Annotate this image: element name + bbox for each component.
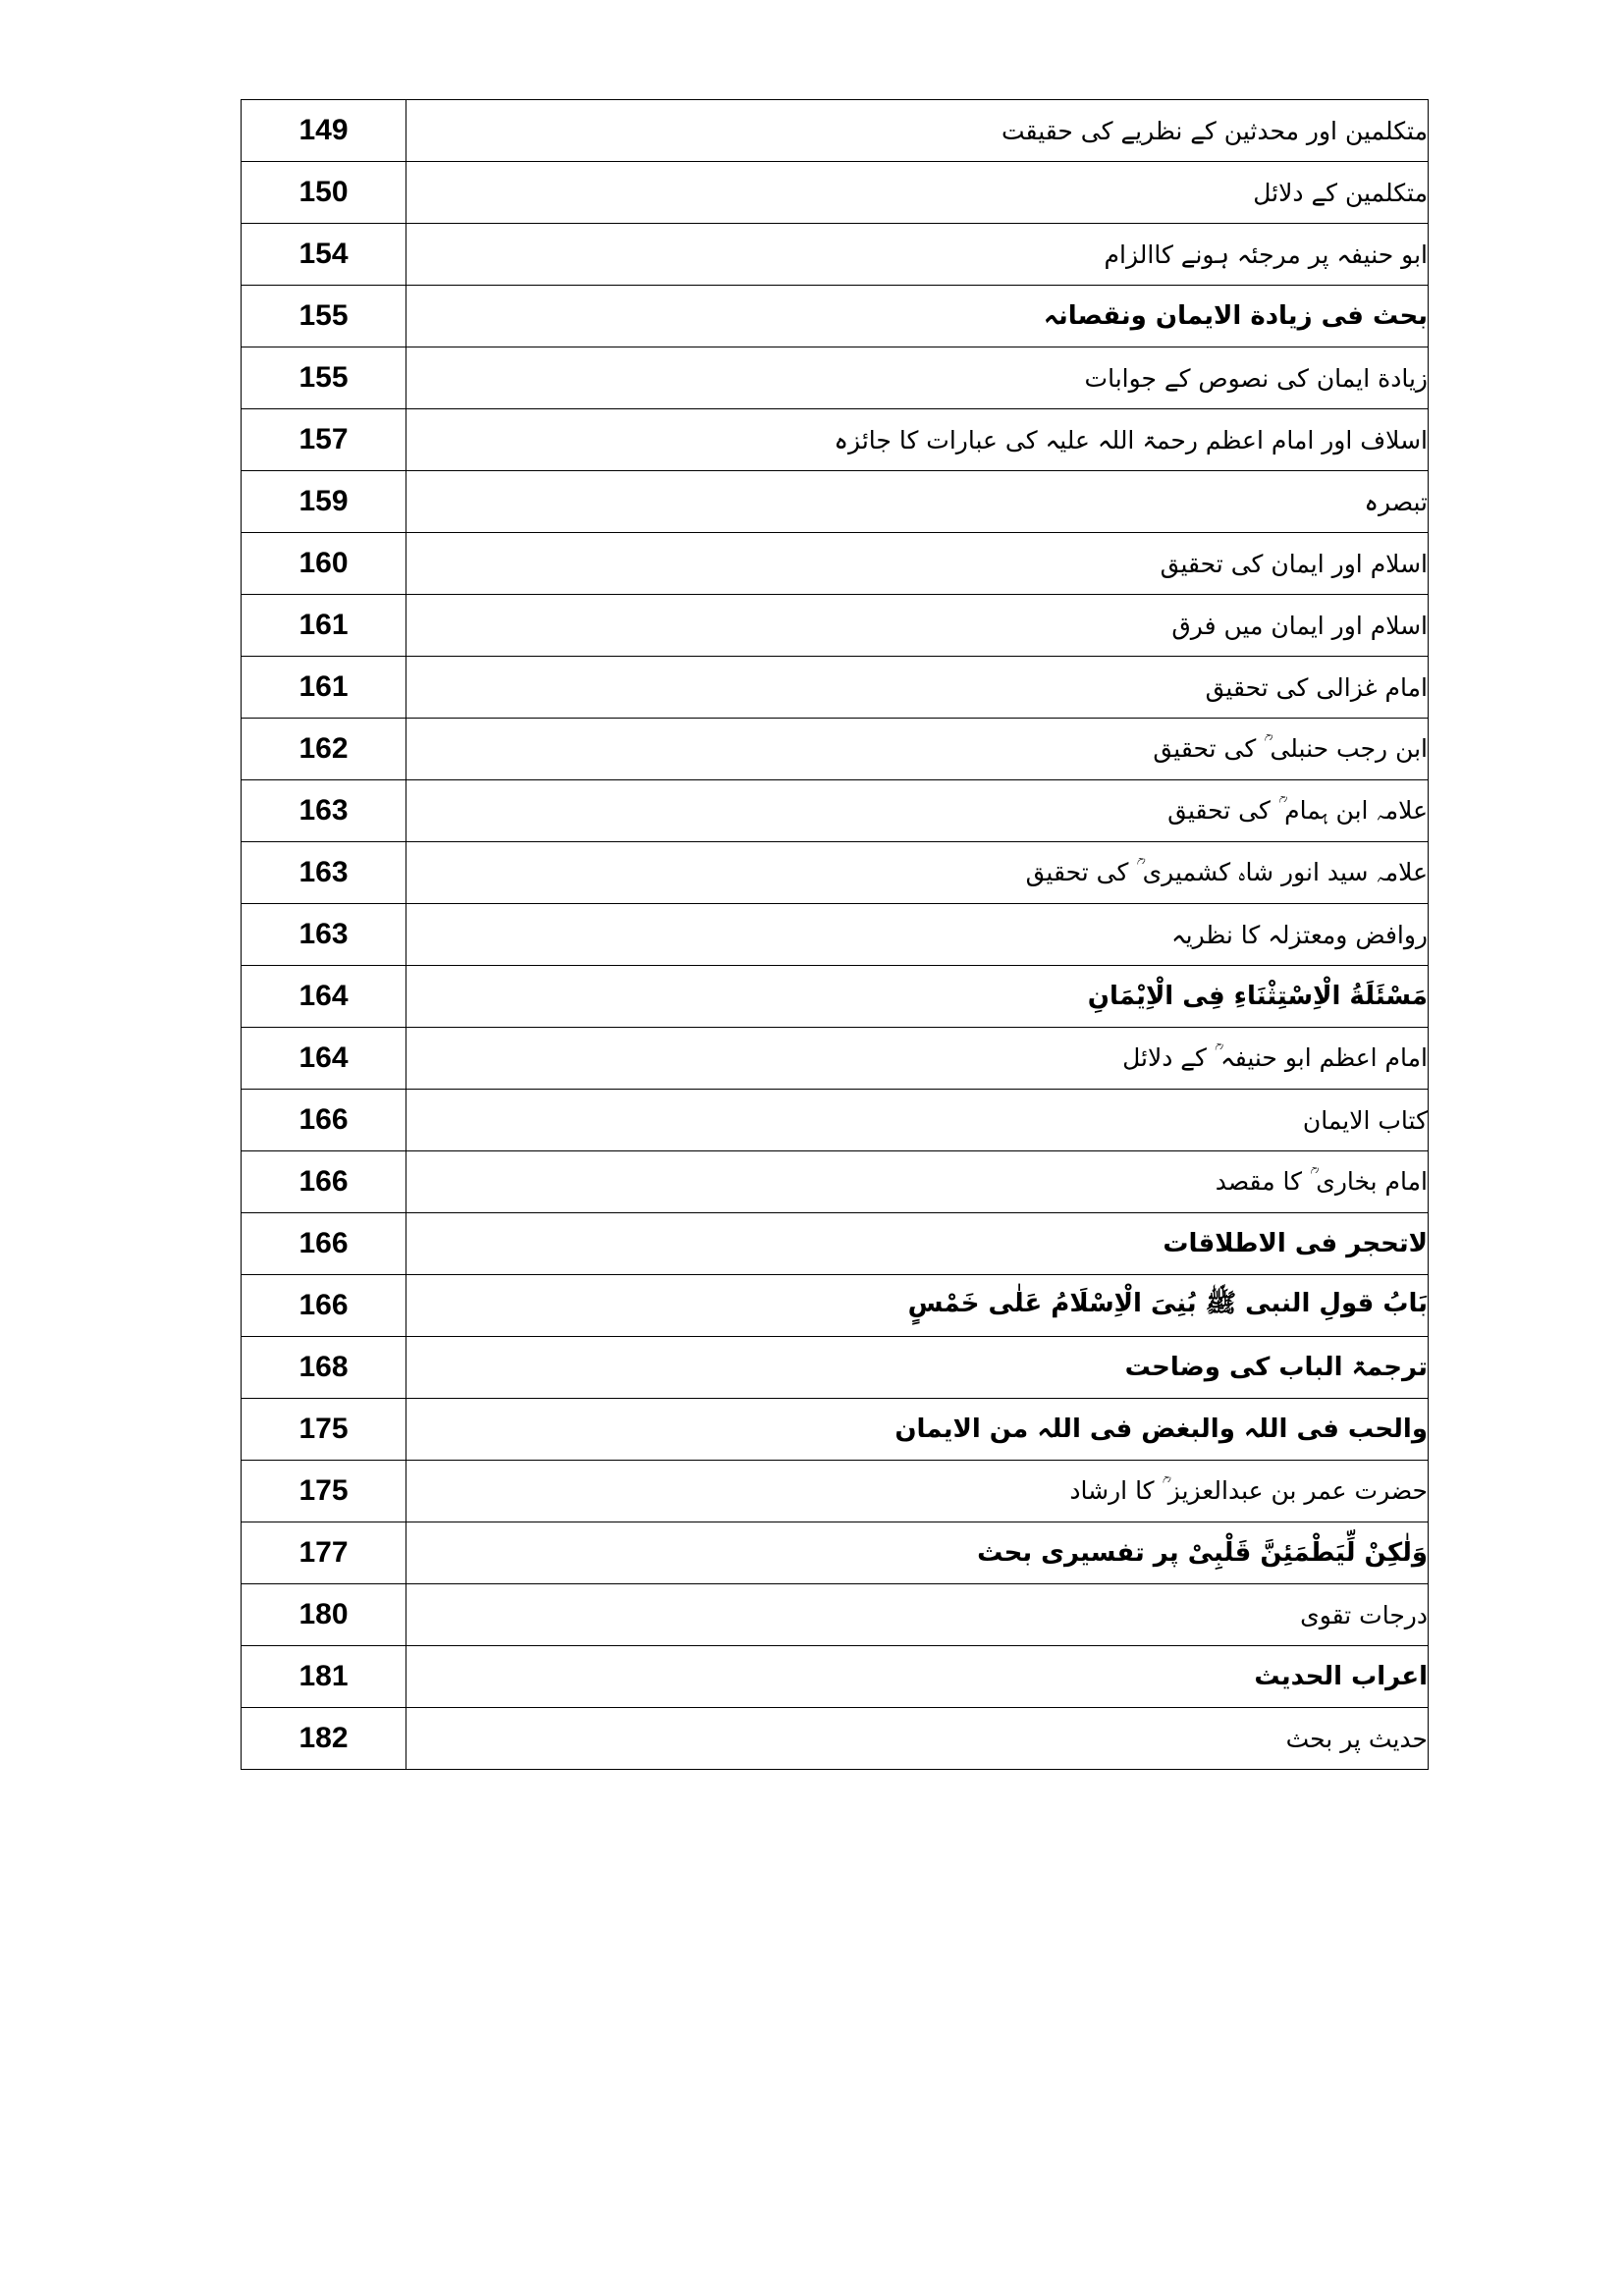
- page-number: 166: [242, 1213, 406, 1275]
- page-number: 163: [242, 842, 406, 904]
- page-number: 182: [242, 1708, 406, 1770]
- table-row: [242, 162, 1429, 224]
- entry-title: حضرت عمر بن عبدالعزیز ؒ کا ارشاد: [406, 1461, 1429, 1522]
- table-row: [242, 347, 1429, 409]
- entry-title: روافض ومعتزلہ کا نظریہ: [406, 904, 1429, 966]
- table-row: [242, 1522, 1429, 1584]
- page-number: 166: [242, 1151, 406, 1213]
- table-row: [242, 780, 1429, 842]
- page-number: 157: [242, 409, 406, 471]
- table-row: [242, 224, 1429, 286]
- entry-title: زیادة ایمان کی نصوص کے جوابات: [406, 347, 1429, 409]
- table-row: [242, 1275, 1429, 1337]
- table-row: [242, 100, 1429, 162]
- table-row: [242, 1337, 1429, 1399]
- page-number: 180: [242, 1584, 406, 1646]
- table-row: [242, 657, 1429, 719]
- page-number: 150: [242, 162, 406, 224]
- page-number: 175: [242, 1461, 406, 1522]
- page-number: 177: [242, 1522, 406, 1584]
- entry-title: بحث فی زیادة الایمان ونقصانہ: [406, 286, 1429, 347]
- table-row: [242, 1028, 1429, 1090]
- entry-title: تبصرہ: [406, 471, 1429, 533]
- table-row: [242, 1399, 1429, 1461]
- entry-title: حدیث پر بحث: [406, 1708, 1429, 1770]
- page-number: 168: [242, 1337, 406, 1399]
- table-row: [242, 1213, 1429, 1275]
- entry-title: علامہ ابن ہمام ؒ کی تحقیق: [406, 780, 1429, 842]
- page-number: 164: [242, 1028, 406, 1090]
- page-number: 175: [242, 1399, 406, 1461]
- entry-title: ابو حنیفہ پر مرجئہ ہونے کاالزام: [406, 224, 1429, 286]
- table-row: [242, 1584, 1429, 1646]
- table-of-contents: [241, 99, 1429, 1770]
- entry-title: لاتحجر فی الاطلاقات: [406, 1213, 1429, 1275]
- entry-title: اسلام اور ایمان کی تحقیق: [406, 533, 1429, 595]
- entry-title: متکلمین اور محدثین کے نظریے کی حقیقت: [406, 100, 1429, 162]
- page-number: 149: [242, 100, 406, 162]
- page-number: 163: [242, 904, 406, 966]
- page-number: 166: [242, 1090, 406, 1151]
- table-row: [242, 595, 1429, 657]
- entry-title: اسلاف اور امام اعظم رحمۃ اللہ علیہ کی عبارات کا جائزہ: [406, 409, 1429, 471]
- entry-title: امام بخاری ؒ کا مقصد: [406, 1151, 1429, 1213]
- table-row: [242, 471, 1429, 533]
- page-number: 155: [242, 347, 406, 409]
- table-row: [242, 842, 1429, 904]
- entry-title: امام اعظم ابو حنیفہ ؒ کے دلائل: [406, 1028, 1429, 1090]
- toc-body: [242, 100, 1429, 1770]
- entry-title: اعراب الحدیث: [406, 1646, 1429, 1708]
- page-number: 155: [242, 286, 406, 347]
- table-row: [242, 533, 1429, 595]
- table-row: [242, 1151, 1429, 1213]
- table-row: [242, 719, 1429, 780]
- page-number: 164: [242, 966, 406, 1028]
- entry-title: والحب فی اللہ والبغض فی اللہ من الایمان: [406, 1399, 1429, 1461]
- table-row: [242, 966, 1429, 1028]
- table-row: [242, 1646, 1429, 1708]
- table-row: [242, 286, 1429, 347]
- page-number: 161: [242, 657, 406, 719]
- entry-title: بَابُ قولِ النبی ﷺ بُنِیَ الْاِسْلَامُ عَلٰی خَمْسٍ: [406, 1275, 1429, 1337]
- page-number: 181: [242, 1646, 406, 1708]
- entry-title: امام غزالی کی تحقیق: [406, 657, 1429, 719]
- entry-title: کتاب الایمان: [406, 1090, 1429, 1151]
- page-number: 166: [242, 1275, 406, 1337]
- page-number: 162: [242, 719, 406, 780]
- page-number: 159: [242, 471, 406, 533]
- page-number: 163: [242, 780, 406, 842]
- page-number: 154: [242, 224, 406, 286]
- entry-title: علامہ سید انور شاہ کشمیری ؒ کی تحقیق: [406, 842, 1429, 904]
- table-row: [242, 1090, 1429, 1151]
- entry-title: ابن رجب حنبلی ؒ کی تحقیق: [406, 719, 1429, 780]
- entry-title: ترجمۃ الباب کی وضاحت: [406, 1337, 1429, 1399]
- table-row: [242, 1461, 1429, 1522]
- entry-title: مَسْئَلَةُ الْاِسْتِثْنَاءِ فِی الْاِیْمَانِ: [406, 966, 1429, 1028]
- page-number: 161: [242, 595, 406, 657]
- entry-title: اسلام اور ایمان میں فرق: [406, 595, 1429, 657]
- entry-title: وَلٰكِنْ لِّيَطْمَئِنَّ قَلْبِیْ پر تفسیری بحث: [406, 1522, 1429, 1584]
- table-row: [242, 409, 1429, 471]
- entry-title: درجات تقوی: [406, 1584, 1429, 1646]
- entry-title: متکلمین کے دلائل: [406, 162, 1429, 224]
- page-number: 160: [242, 533, 406, 595]
- table-row: [242, 904, 1429, 966]
- table-row: [242, 1708, 1429, 1770]
